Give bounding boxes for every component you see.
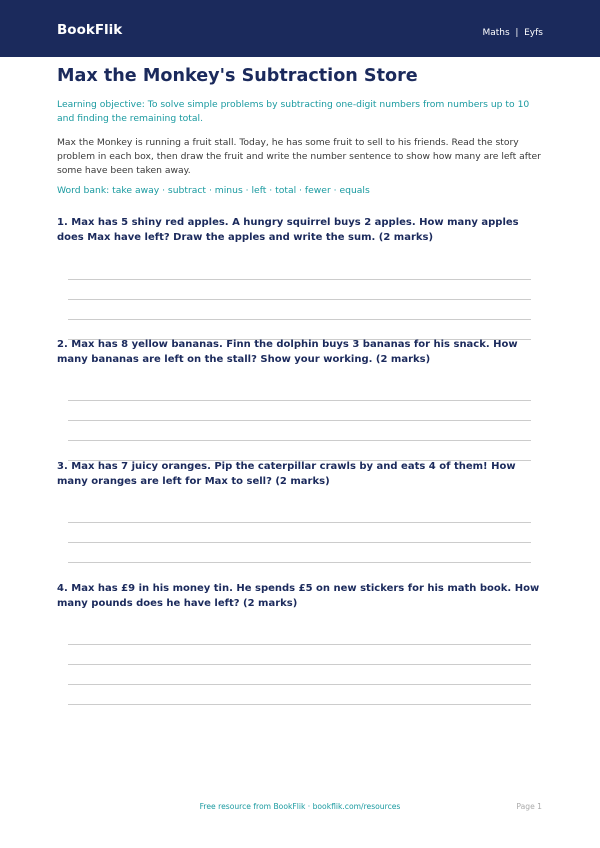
- answer-line[interactable]: [68, 704, 531, 705]
- answer-line[interactable]: [68, 319, 531, 320]
- answer-line[interactable]: [68, 562, 531, 563]
- question-1: 1. Max has 5 shiny red apples. A hungry squirrel buys 2 apples. How many apples does Max have left? Draw the apples and write the sum. (2 marks): [57, 217, 519, 243]
- answer-line[interactable]: [68, 279, 531, 280]
- question-4: 4. Max has £9 in his money tin. He spends £5 on new stickers for his math book. How many pounds does he have left? (2 marks): [57, 583, 540, 609]
- brand-logo[interactable]: BookFlik: [57, 22, 123, 38]
- answer-line[interactable]: [68, 664, 531, 665]
- page-number: Page 1: [516, 802, 542, 811]
- header-bar: [0, 0, 600, 57]
- word-bank: Word bank: take away · subtract · minus · left · total · fewer · equals: [57, 185, 370, 196]
- answer-line[interactable]: [68, 440, 531, 441]
- answer-line[interactable]: [68, 299, 531, 300]
- subject-label: Maths | Eyfs: [482, 28, 543, 38]
- intro-paragraph: Max the Monkey is running a fruit stall. Today, he has some fruit to sell to his friends. Read the story problem in each box, then draw the fruit and write the number sentence to show how many are left after some have been taken away.: [57, 137, 541, 176]
- answer-line[interactable]: [68, 400, 531, 401]
- question-2: 2. Max has 8 yellow bananas. Finn the dolphin buys 3 bananas for his snack. How many bananas are left on the stall? Show your working. (2 marks): [57, 339, 518, 365]
- answer-line[interactable]: [68, 644, 531, 645]
- answer-line[interactable]: [68, 522, 531, 523]
- page-title: Max the Monkey's Subtraction Store: [57, 66, 418, 86]
- learning-objective: Learning objective: To solve simple problems by subtracting one-digit numbers from numbers up to 10 and finding the remaining total.: [57, 99, 530, 124]
- answer-line[interactable]: [68, 420, 531, 421]
- answer-line[interactable]: [68, 684, 531, 685]
- footer-source[interactable]: Free resource from BookFlik · bookflik.com/resources: [199, 802, 401, 811]
- answer-line[interactable]: [68, 542, 531, 543]
- question-3: 3. Max has 7 juicy oranges. Pip the caterpillar crawls by and eats 4 of them! How many oranges are left for Max to sell? (2 marks): [57, 461, 516, 487]
